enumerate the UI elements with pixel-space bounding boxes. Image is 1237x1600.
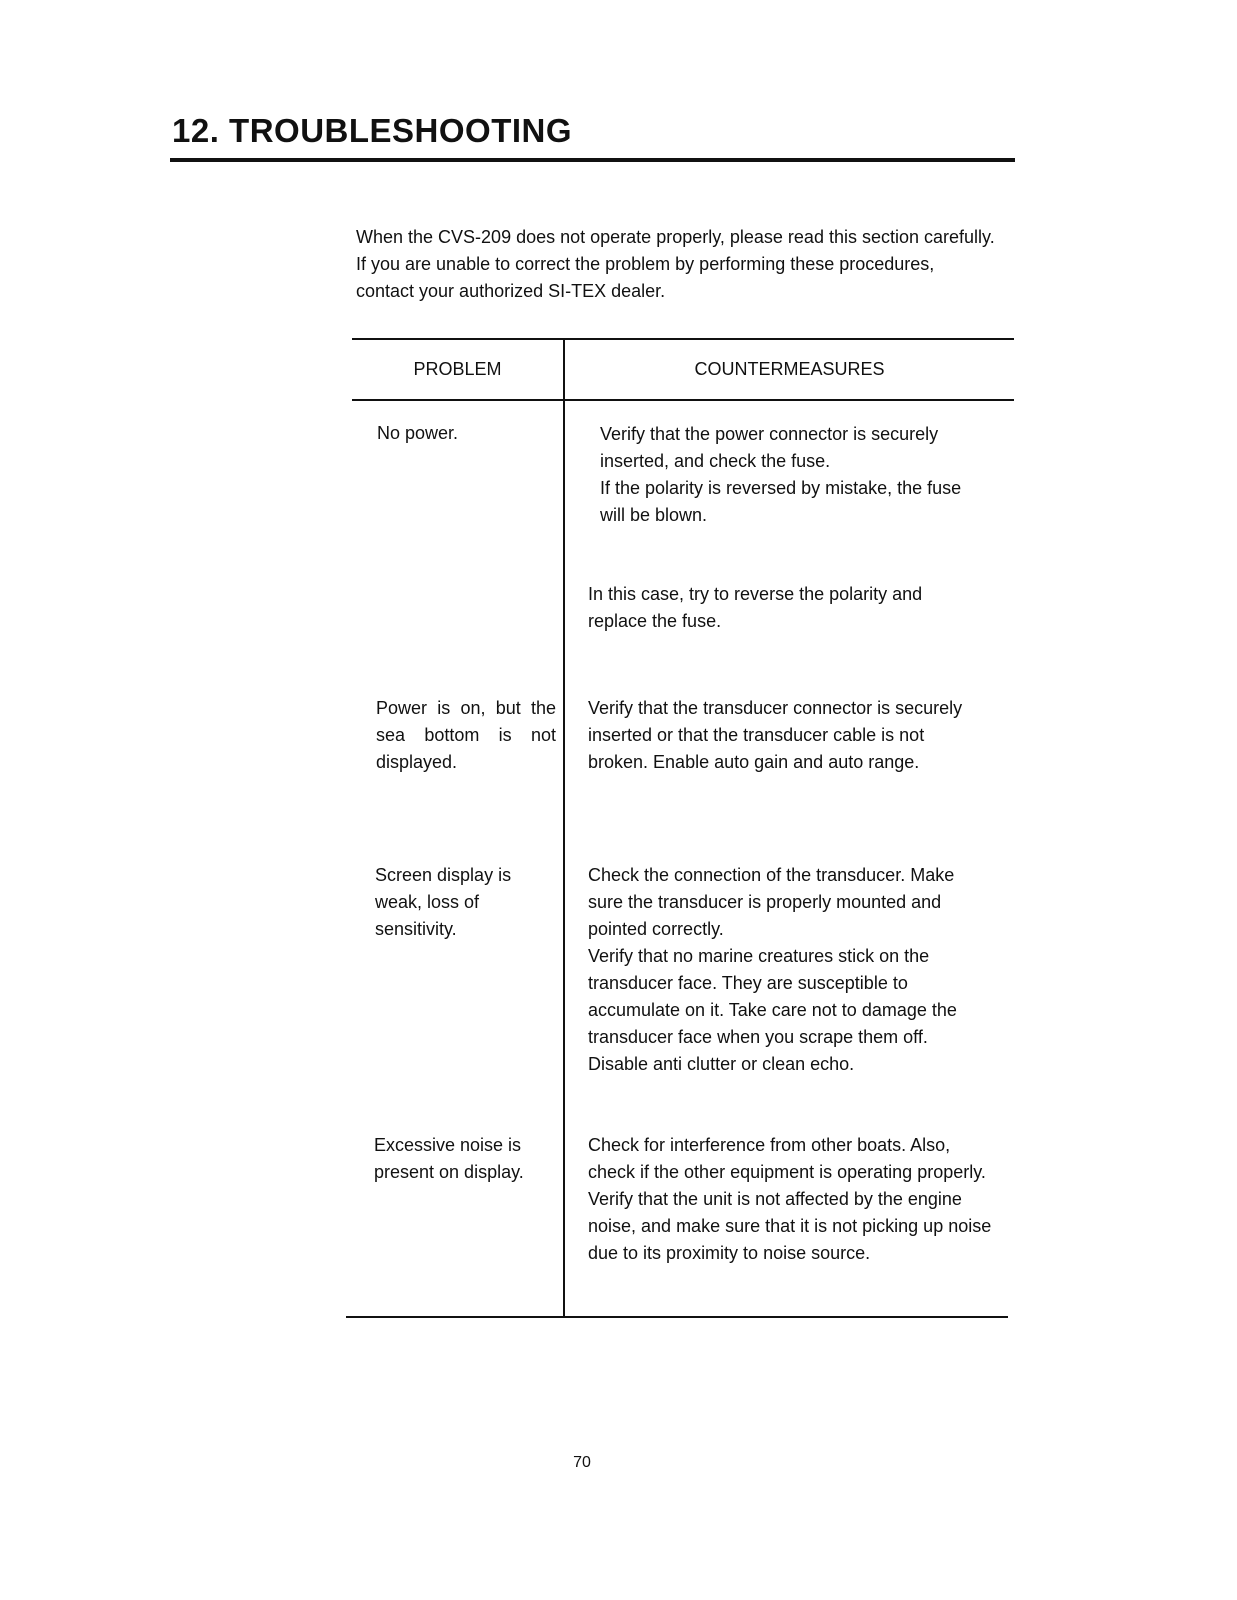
title-underline	[170, 158, 1015, 162]
header-problem: PROBLEM	[413, 359, 502, 379]
countermeasure-text: Verify that the transducer connector is securely inserted or that the transducer cable is not broken. Enable auto gain and auto range.	[588, 698, 963, 772]
countermeasure-text: Verify that no marine creatures stick on the transducer face. They are susceptible to accumulate on it. Take care not to damage the transducer face when you scrape them off.	[588, 946, 957, 1047]
countermeasure-text: Check the connection of the transducer. Make sure the transducer is properly mounted and pointed correctly.	[588, 865, 955, 939]
page-number: 70	[573, 1454, 591, 1471]
countermeasure-weak-display	[588, 862, 992, 1078]
countermeasure-text: Check for interference from other boats. Also, check if the other equipment is operating properly.	[588, 1135, 986, 1182]
countermeasure-text: If the polarity is reversed by mistake, the fuse will be blown.	[600, 478, 962, 525]
table-bottom-rule	[346, 1316, 1008, 1318]
countermeasure-text: Disable anti clutter or clean echo.	[588, 1054, 855, 1074]
table-top-rule	[352, 338, 1014, 340]
problem-weak-display: Screen display is weak, loss of sensitivity.	[375, 865, 512, 939]
countermeasure-note-no-power: In this case, try to reverse the polarity and replace the fuse.	[588, 584, 923, 631]
problem-excessive-noise: Excessive noise is present on display.	[374, 1135, 524, 1182]
intro-paragraph	[356, 224, 996, 305]
problem-sea-bottom: Power is on, but the sea bottom is not displayed.	[376, 698, 556, 772]
table-header-rule	[352, 399, 1014, 401]
countermeasure-text: Verify that the unit is not affected by the engine noise, and make sure that it is not picking up noise due to its proximity to noise source.	[588, 1189, 992, 1263]
countermeasure-sea-bottom	[588, 695, 984, 776]
countermeasure-no-power	[600, 421, 980, 529]
intro-text: When the CVS-209 does not operate properly, please read this section carefully. If you are unable to correct the problem by performing these procedures, contact your authorized SI-TEX dealer.	[356, 227, 995, 301]
section-title: 12. TROUBLESHOOTING	[172, 112, 573, 149]
problem-no-power: No power.	[377, 423, 459, 443]
countermeasure-text: Verify that the power connector is securely inserted, and check the fuse.	[600, 424, 939, 471]
table-column-divider	[563, 338, 565, 1317]
header-countermeasures: COUNTERMEASURES	[694, 359, 885, 379]
countermeasure-excessive-noise	[588, 1132, 992, 1267]
